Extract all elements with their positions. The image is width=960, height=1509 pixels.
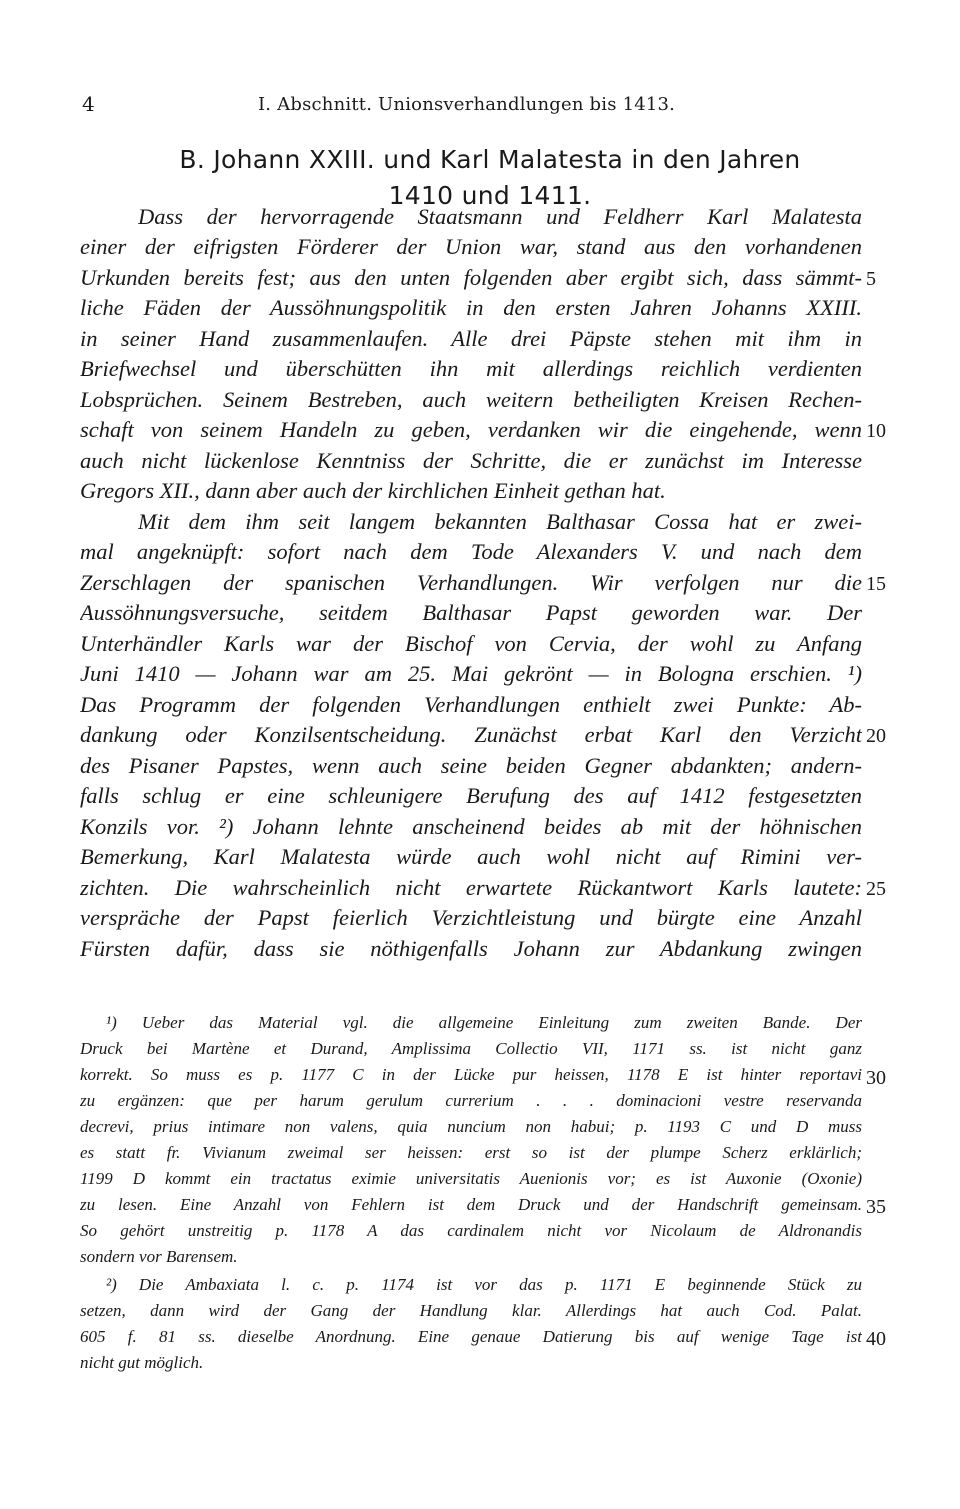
body-line: Briefwechsel und überschütten ihn mit allerdings reichlich verdienten — [80, 356, 862, 381]
footnote-line: 605 f. 81 ss. dieselbe Anordnung. Eine genaue Datierung bis auf wenige Tage ist — [80, 1327, 862, 1346]
margin-line-number: 35 — [866, 1196, 886, 1218]
body-line: dankung oder Konzilsentscheidung. Zunächst erbat Karl den Verzicht — [80, 722, 862, 747]
body-line: Unterhändler Karls war der Bischof von Cervia, der wohl zu Anfang — [80, 631, 862, 656]
body-line: des Pisaner Papstes, wenn auch seine beiden Gegner abdankten; andern- — [80, 753, 862, 778]
running-head: I. Abschnitt. Unionsverhandlungen bis 1413. — [258, 94, 676, 115]
footnote-line: sondern vor Barensem. — [80, 1247, 238, 1266]
footnote-line: So gehört unstreitig p. 1178 A das cardinalem nicht vor Nicolaum de Aldronandis — [80, 1221, 862, 1240]
body-line: Konzils vor. ²) Johann lehnte anscheinend beides ab mit der höhnischen — [80, 814, 862, 839]
body-line: in seiner Hand zusammenlaufen. Alle drei Päpste stehen mit ihm in — [80, 326, 862, 351]
margin-line-number: 5 — [866, 268, 876, 290]
margin-line-number: 25 — [866, 878, 886, 900]
footnote-line: zu lesen. Eine Anzahl von Fehlern ist dem Druck und der Handschrift gemeinsam. — [80, 1195, 862, 1214]
section-title-line-2: 1410 und 1411. — [388, 181, 592, 210]
footnote-line: setzen, dann wird der Gang der Handlung klar. Allerdings hat auch Cod. Palat. — [80, 1301, 862, 1320]
footnote-line: ¹) Ueber das Material vgl. die allgemeine Einleitung zum zweiten Bande. Der — [106, 1013, 862, 1032]
margin-line-number: 30 — [866, 1067, 886, 1089]
body-line: mal angeknüpft: sofort nach dem Tode Alexanders V. und nach dem — [80, 539, 862, 564]
page-header — [82, 92, 872, 122]
footnote-line: ²) Die Ambaxiata l. c. p. 1174 ist vor das p. 1171 E beginnende Stück zu — [106, 1275, 862, 1294]
footnote-line: decrevi, prius intimare non valens, quia nuncium non habui; p. 1193 C und D muss — [80, 1117, 862, 1136]
body-line: Juni 1410 — Johann war am 25. Mai gekrönt — in Bologna erschien. ¹) — [80, 661, 862, 686]
body-line: Aussöhnungsversuche, seitdem Balthasar Papst geworden war. Der — [80, 600, 862, 625]
body-line: Mit dem ihm seit langem bekannten Balthasar Cossa hat er zwei- — [138, 509, 862, 534]
footnote-line: es statt fr. Vivianum zweimal ser heissen: erst so ist der plumpe Scherz erklärlich; — [80, 1143, 862, 1162]
body-line: falls schlug er eine schleunigere Berufung des auf 1412 festgesetzten — [80, 783, 862, 808]
margin-line-number: 20 — [866, 725, 886, 747]
body-line: Gregors XII., dann aber auch der kirchlichen Einheit gethan hat. — [80, 478, 666, 503]
page-number: 4 — [82, 92, 95, 116]
margin-line-number: 15 — [866, 573, 886, 595]
body-line: Bemerkung, Karl Malatesta würde auch wohl nicht auf Rimini ver- — [80, 844, 862, 869]
section-title-line-1: B. Johann XXIII. und Karl Malatesta in den Jahren — [179, 145, 801, 174]
footnote-line: nicht gut möglich. — [80, 1353, 204, 1372]
body-line: Zerschlagen der spanischen Verhandlungen. Wir verfolgen nur die — [80, 570, 862, 595]
margin-line-number: 40 — [866, 1328, 886, 1350]
body-line: Dass der hervorragende Staatsmann und Feldherr Karl Malatesta — [138, 204, 862, 229]
body-line: einer der eifrigsten Förderer der Union war, stand aus den vorhandenen — [80, 234, 862, 259]
body-line: auch nicht lückenlose Kenntniss der Schritte, die er zunächst im Interesse — [80, 448, 862, 473]
body-line: liche Fäden der Aussöhnungspolitik in den ersten Jahren Johanns XXIII. — [80, 295, 862, 320]
body-line: Das Programm der folgenden Verhandlungen enthielt zwei Punkte: Ab- — [80, 692, 862, 717]
body-line: Fürsten dafür, dass sie nöthigenfalls Johann zur Abdankung zwingen — [80, 936, 862, 961]
footnote-line: zu ergänzen: que per harum gerulum currerium . . . dominacioni vestre reservanda — [80, 1091, 862, 1110]
body-line: schaft von seinem Handeln zu geben, verdanken wir die eingehende, wenn — [80, 417, 862, 442]
body-line: verspräche der Papst feierlich Verzichtleistung und bürgte eine Anzahl — [80, 905, 862, 930]
margin-line-number: 10 — [866, 420, 886, 442]
footnote-line: 1199 D kommt ein tractatus eximie universitatis Auenionis vor; es ist Auxonie (Oxonie) — [80, 1169, 862, 1188]
footnote-line: korrekt. So muss es p. 1177 C in der Lücke pur heissen, 1178 E ist hinter reportavi — [80, 1065, 862, 1084]
footnote-line: Druck bei Martène et Durand, Amplissima Collectio VII, 1171 ss. ist nicht ganz — [80, 1039, 862, 1058]
body-line: Urkunden bereits fest; aus den unten folgenden aber ergibt sich, dass sämmt- — [80, 265, 862, 290]
body-line: Lobsprüchen. Seinem Bestreben, auch weitern betheiligten Kreisen Rechen- — [80, 387, 862, 412]
body-line: zichten. Die wahrscheinlich nicht erwartete Rückantwort Karls lautete: — [80, 875, 862, 900]
